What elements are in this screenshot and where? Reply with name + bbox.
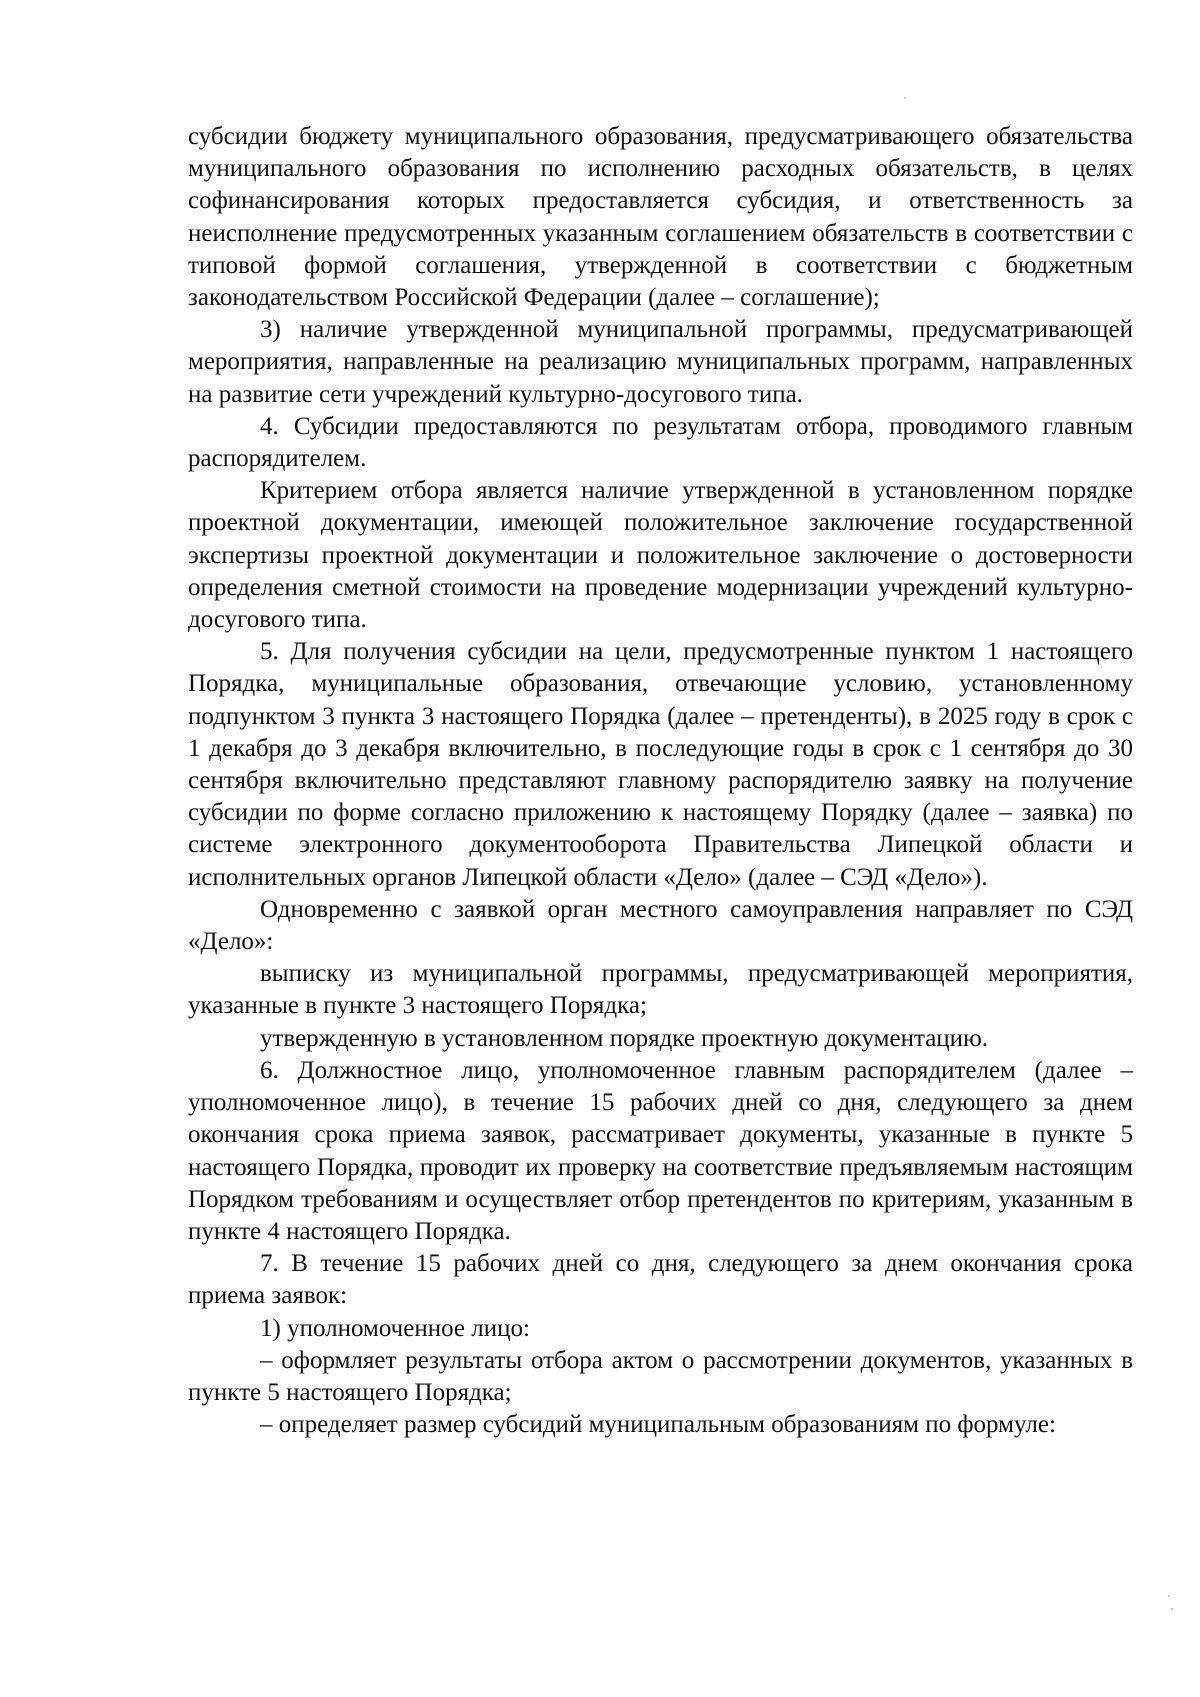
paragraph-project-documentation: утвержденную в установленном порядке проектную документацию. <box>260 1024 988 1052</box>
scan-speck <box>1168 1595 1170 1597</box>
paragraph-condition-3: 3) наличие утвержденной муниципальной программы, предусматривающей мероприятия, направленные на реализацию муниципальных программ, направленных на развитие сети учреждений культурно-досугового типа. <box>188 316 1133 408</box>
paragraph-results-act: – оформляет результаты отбора актом о рассмотрении документов, указанных в пункте 5 настоящего Порядка; <box>188 1346 1133 1406</box>
paragraph-authorized-person: 1) уполномоченное лицо: <box>260 1314 530 1342</box>
document-body <box>188 121 1133 1441</box>
scan-speck <box>904 97 906 99</box>
paragraph-subsidy-formula: – определяет размер субсидий муниципальным образованиям по формуле: <box>260 1411 1056 1439</box>
paragraph-item-5: 5. Для получения субсидии на цели, предусмотренные пунктом 1 настоящего Порядка, муниципальные образования, отвечающие условию, установленному подпунктом 3 пункта 3 настоящего Порядка (далее – претенденты), в 2025 году в срок с 1 декабря до 3 декабря включительно, в последующие годы в срок с 1 сентября до 30 сентября включительно представляют главному распорядителю заявку на получение субсидии по форме согласно приложению к настоящему Порядку (далее – заявка) по системе электронного документооборота Правительства Липецкой области и исполнительных органов Липецкой области «Дело» (далее – СЭД «Дело»). <box>188 638 1133 891</box>
paragraph-simultaneously: Одновременно с заявкой орган местного самоуправления направляет по СЭД «Дело»: <box>188 895 1133 956</box>
scan-speck <box>1171 1608 1173 1610</box>
paragraph-item-6: 6. Должностное лицо, уполномоченное главным распорядителем (далее – уполномоченное лицо), в течение 15 рабочих дней со дня, следующего за днем окончания срока приема заявок, рассматривает документы, указанные в пункте 5 настоящего Порядка, проводит их проверку на соответствие предъявляемым настоящим Порядком требованиям и осуществляет отбор претендентов по критериям, указанным в пункте 4 настоящего Порядка. <box>188 1056 1133 1245</box>
paragraph-item-7: 7. В течение 15 рабочих дней со дня, следующего за днем окончания срока приема заявок: <box>188 1250 1133 1310</box>
paragraph-program-extract: выписку из муниципальной программы, предусматривающей мероприятия, указанные в пункте 3 настоящего Порядка; <box>188 960 1133 1020</box>
paragraph-subsidy-agreement: субсидии бюджету муниципального образования, предусматривающего обязательства муниципального образования по исполнению расходных обязательств, в целях софинансирования которых предоставляется субсидия, и ответственность за неисполнение предусмотренных указанным соглашением обязательств в соответствии с типовой формой соглашения, утвержденной в соответствии с бюджетным законодательством Российской Федерации (далее – соглашение); <box>188 123 1133 312</box>
paragraph-item-4: 4. Субсидии предоставляются по результатам отбора, проводимого главным распорядителем. <box>188 412 1133 473</box>
paragraph-selection-criterion: Критерием отбора является наличие утвержденной в установленном порядке проектной документации, имеющей положительное заключение государственной экспертизы проектной документации и положительное заключение о достоверности определения сметной стоимости на проведение модернизации учреждений культурно-досугового типа. <box>188 477 1133 634</box>
